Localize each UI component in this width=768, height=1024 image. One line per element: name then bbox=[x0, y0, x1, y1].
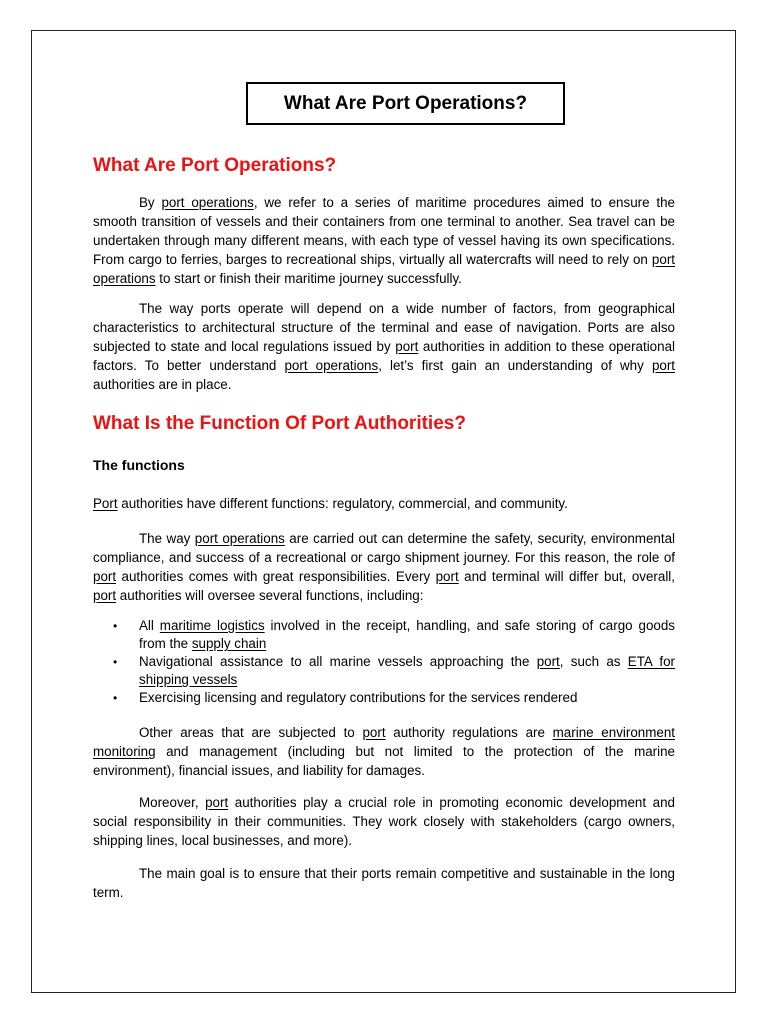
section2-heading: What Is the Function Of Port Authorities? bbox=[93, 413, 466, 434]
bullet-text: Exercising licensing and regulatory contributions for the services rendered bbox=[139, 690, 578, 705]
section2-paragraph-3: Other areas that are subjected to port authority regulations are marine environment monitoring and management (including but not limited to the protection of the marine environment), financial issues, and liability for damages. bbox=[93, 725, 675, 778]
bullet-text: All maritime logistics involved in the receipt, handling, and safe storing of cargo goods from the supply chain bbox=[139, 618, 675, 651]
section2-subheading: The functions bbox=[93, 457, 185, 473]
bullet-icon: • bbox=[113, 691, 118, 705]
underlined-link[interactable]: port operations bbox=[161, 195, 254, 210]
section1-heading: What Are Port Operations? bbox=[93, 155, 337, 176]
bullet-icon: • bbox=[113, 655, 118, 669]
underlined-link[interactable]: port bbox=[435, 569, 459, 584]
section1-paragraph-1: By port operations, we refer to a series of maritime procedures aimed to ensure the smooth transition of vessels and their containers from one terminal to another. Sea travel can be undertaken through many different means, with each type of vessel having its own specifications. From cargo to ferries, barges to recreational ships, virtually all watercrafts will need to rely on port operations to start or finish their maritime journey successfully. bbox=[93, 195, 675, 286]
section2-paragraph-5: The main goal is to ensure that their ports remain competitive and sustainable in the long term. bbox=[93, 866, 675, 900]
underlined-link[interactable]: port bbox=[93, 588, 117, 603]
underlined-link[interactable]: port bbox=[205, 795, 229, 810]
section2-paragraph-2: The way port operations are carried out can determine the safety, security, environmental compliance, and success of a recreational or cargo shipment journey. For this reason, the role of port authorities comes with great responsibilities. Every port and terminal will differ but, overall, port authorities will oversee several functions, including: bbox=[93, 531, 675, 603]
underlined-link[interactable]: port operations bbox=[93, 252, 675, 286]
section2-paragraph-1: Port authorities have different functions: regulatory, commercial, and community. bbox=[93, 496, 568, 511]
bullet-text: Navigational assistance to all marine vessels approaching the port, such as ETA for shipping vessels bbox=[139, 654, 675, 687]
underlined-link[interactable]: port bbox=[93, 569, 117, 584]
bullet-item bbox=[93, 689, 675, 707]
underlined-link[interactable]: port operations bbox=[194, 531, 285, 546]
underlined-link[interactable]: port bbox=[536, 654, 560, 669]
underlined-link[interactable]: port bbox=[651, 358, 676, 373]
bullet-item bbox=[93, 653, 675, 689]
underlined-link[interactable]: supply chain bbox=[191, 636, 267, 651]
underlined-link[interactable]: port operations bbox=[284, 358, 379, 373]
function-bullet-list bbox=[93, 617, 675, 707]
bullet-item bbox=[93, 617, 675, 653]
bullet-icon: • bbox=[113, 619, 118, 633]
section2-paragraph-4: Moreover, port authorities play a crucial role in promoting economic development and social responsibility in their communities. They work closely with stakeholders (cargo owners, shipping lines, local businesses, and more). bbox=[93, 795, 675, 848]
section1-paragraph-2: The way ports operate will depend on a wide number of factors, from geographical characteristics to architectural structure of the terminal and ease of navigation. Ports are also subjected to state and local regulations issued by port authorities in addition to these operational factors. To better understand port operations, let’s first gain an understanding of why port authorities are in place. bbox=[93, 301, 676, 392]
document-title: What Are Port Operations? bbox=[283, 92, 528, 114]
underlined-link[interactable]: Port bbox=[93, 496, 118, 511]
underlined-link[interactable]: marine environment monitoring bbox=[93, 725, 675, 759]
underlined-link[interactable]: port bbox=[362, 725, 386, 740]
underlined-link[interactable]: maritime logistics bbox=[159, 618, 265, 633]
underlined-link[interactable]: port bbox=[395, 339, 419, 354]
underlined-link[interactable]: ETA for shipping vessels bbox=[139, 654, 675, 687]
document-title-box bbox=[246, 82, 565, 125]
